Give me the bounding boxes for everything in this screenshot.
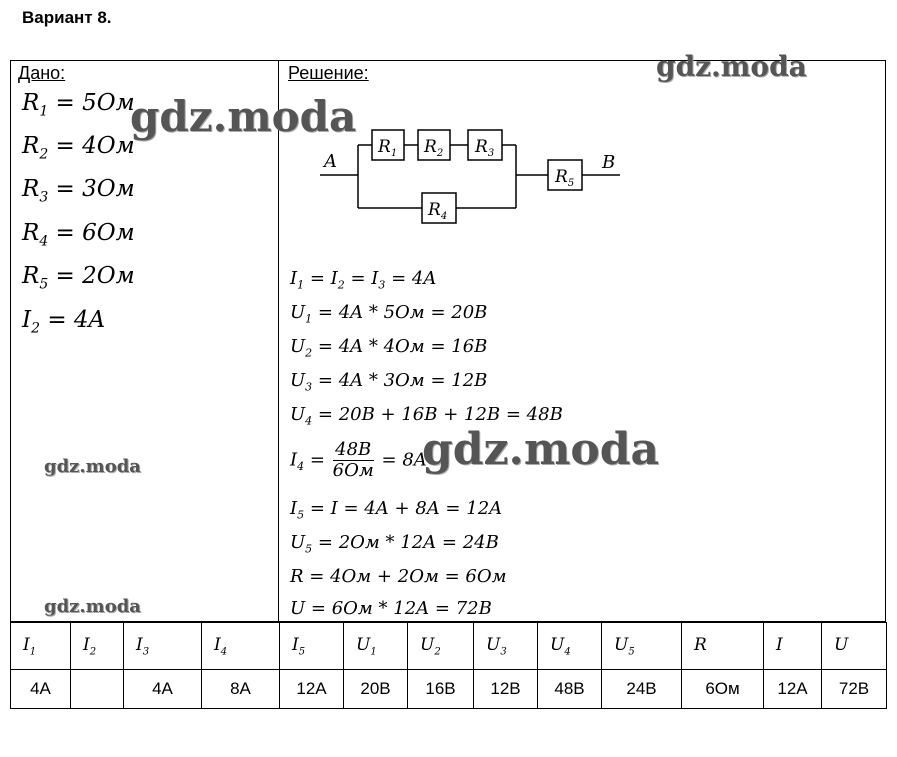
eq-currents-series: $I_1 = I_2 = I_3 = 4A$ [290,268,437,292]
header-cell: $U_5$ [602,623,682,670]
value-cell: 12A [280,670,344,709]
value-cell: 4A [124,670,202,709]
circuit-diagram [320,120,630,230]
given-r1: $R_1 = 5Ом$ [22,90,135,120]
watermark: gdz.moda [130,92,357,141]
svg-text:R4: $R_4$ [428,200,448,222]
svg-text:R1: $R_1$ [378,137,398,159]
eq-u4: $U_4 = 20B + 16B + 12B = 48B$ [290,404,563,428]
value-cell: 16B [408,670,474,709]
given-header: Дано: [18,63,66,83]
value-cell: 12B [474,670,538,709]
given-r3: $R_3 = 3Ом$ [22,176,135,206]
eq-u3: $U_3 = 4A * 3Ом = 12B$ [290,370,488,394]
watermark: gdz.moda [422,424,660,475]
given-r5: $R_5 = 2Ом$ [22,263,135,293]
value-cell [71,670,124,709]
value-cell: 72B [822,670,887,709]
eq-i5: $I_5 = I = 4A + 8A = 12A$ [290,498,503,522]
value-cell: 4A [11,670,71,709]
watermark: gdz.moda [44,596,141,617]
header-cell: I [764,623,822,670]
eq-u2: $U_2 = 4A * 4Ом = 16B$ [290,336,488,360]
eq-i4: $I_4$ = $\frac{48B}{6Ом}$ = 8A [290,439,427,481]
value-cell: 48B [538,670,602,709]
value-cell: 24B [602,670,682,709]
given-i2: $I_2 = 4A$ [22,307,106,337]
svg-text:R2: $R_2$ [424,137,444,159]
header-cell: $I_2$ [71,623,124,670]
given-r4: $R_4 = 6Ом$ [22,220,135,250]
header-cell: $U_4$ [538,623,602,670]
eq-u5: $U_5 = 2Ом * 12A = 24B$ [290,532,499,556]
header-cell: $I_3$ [124,623,202,670]
value-cell: 8A [202,670,280,709]
node-a-label: A [324,151,337,172]
header-cell: $I_1$ [11,623,71,670]
watermark: gdz.moda [656,50,807,83]
value-cell: 6Ом [682,670,764,709]
results-header-row [11,623,887,670]
page-title: Вариант 8. [22,8,112,27]
results-value-row [11,670,887,709]
eq-r-total: R = 4Ом + 2Ом = 6Ом [290,566,507,587]
solution-header: Решение: [288,63,369,83]
header-cell: $U_3$ [474,623,538,670]
svg-text:R3: $R_3$ [475,137,495,159]
svg-text:R5: $R_5$ [555,167,575,189]
column-divider [278,60,279,622]
value-cell: 20B [344,670,408,709]
header-cell: U [822,623,887,670]
node-b-label: B [602,152,616,173]
eq-u1: $U_1 = 4A * 5Ом = 20B$ [290,302,488,326]
watermark: gdz.moda [44,456,141,477]
header-cell: $U_1$ [344,623,408,670]
header-cell: R [682,623,764,670]
results-table [10,622,887,709]
header-cell: $I_4$ [202,623,280,670]
header-cell: $I_5$ [280,623,344,670]
value-cell: 12A [764,670,822,709]
eq-u-total: U = 6Ом * 12A = 72B [290,598,492,619]
given-r2: $R_2 = 4Ом$ [22,133,135,163]
header-cell: $U_2$ [408,623,474,670]
